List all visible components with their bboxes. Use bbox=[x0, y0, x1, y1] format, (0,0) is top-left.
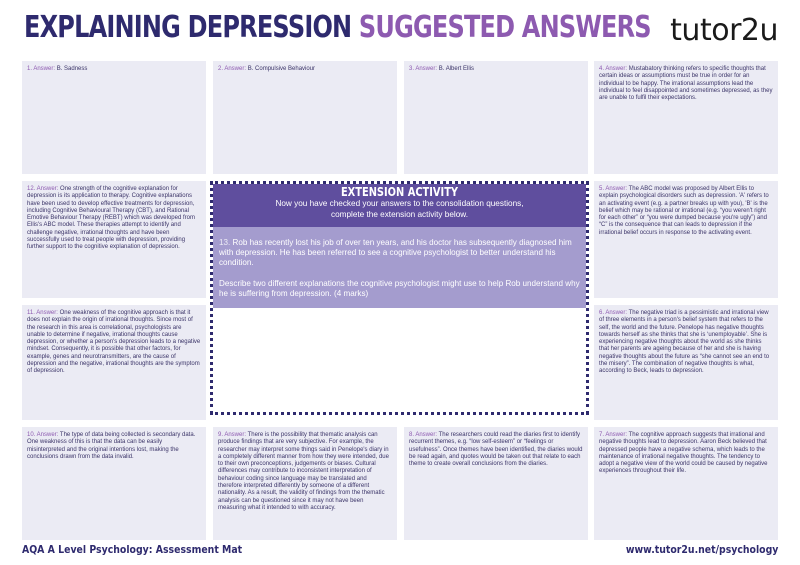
answer-text: The type of data being collected is secondary data. One weakness of this is that the data can be easily misinterpreted and the original intentions lost, making the conclusions drawn from the data invalid. bbox=[27, 432, 196, 460]
answer-cell-1 bbox=[22, 61, 206, 174]
extension-activity-subtitle-1: Now you have checked your answers to the consolidation questions, bbox=[275, 199, 524, 208]
answer-text: B. Sadness bbox=[56, 66, 88, 72]
answer-text: One weakness of the cognitive approach is that it does not explain the origin of irrational thoughts. Since most of the research in this area is correlational, psychologists are unable to determine if negative, irrational thoughts cause depression, or whether a person's depression leads to a negative mindset. Consequently, it is possible that other factors, for example, genes and neurotransmitters, are the cause of depression and the negative, irrational thoughts are the symptom of depression. bbox=[27, 310, 201, 375]
page-title-main: EXPLAINING DEPRESSION bbox=[24, 10, 352, 45]
answer-text: The cognitive approach suggests that irrational and negative thoughts lead to depression. Aaron Beck believed that depressed people have a negative schema, which leads to the maintenance of irrational negative thoughts. The tendency to adopt a negative view of the world could be caused by negative experiences throughout their life. bbox=[599, 432, 768, 475]
page-title bbox=[24, 10, 651, 46]
extension-question bbox=[213, 227, 586, 308]
answer-cell-3 bbox=[404, 61, 588, 174]
answer-cell-12 bbox=[22, 181, 206, 298]
answer-cell-4 bbox=[594, 61, 778, 174]
answer-cell-11 bbox=[22, 305, 206, 420]
answer-label: 1. Answer: bbox=[27, 66, 56, 72]
answer-text: The negative triad is a pessimistic and irrational view of three elements in a person's belief system that refers to the self, the world and the future. Penelope has negative thoughts towards herself as she thinks that she is ‘unemployable’. She is experiencing negative thoughts about the world as she thinks that her parents are ageing because of her and she is having negative thoughts about the future as “she cannot see an end to the misery”. The combination of negative thoughts is what, according to Beck, leads to depression. bbox=[599, 310, 770, 375]
extension-activity-subtitle-2: complete the extension activity below. bbox=[331, 209, 468, 219]
question-text: Rob has recently lost his job of over ten years, and his doctor has subsequently diagnosed him with depression. He has been referred to see a cognitive psychologist to better understand his condition. bbox=[219, 238, 572, 268]
answer-cell-9 bbox=[213, 427, 397, 540]
answer-text: The ABC model was proposed by Albert Ellis to explain psychological disorders such as depression. 'A' refers to an activating event (e.g. a partner breaks up with you), 'B' is the belief which may be rational or irrational (e.g. “you weren't right for each other” or “you were dumped because you're ugly”) and “C” is the consequence that can leads to depression if the irrational belief occurs in response to the activating event. bbox=[599, 186, 769, 236]
answer-label: 6. Answer: bbox=[599, 310, 628, 316]
page-title-accent: SUGGESTED ANSWERS bbox=[358, 10, 651, 45]
extension-activity-panel bbox=[210, 181, 589, 415]
answer-label: 4. Answer: bbox=[599, 66, 628, 72]
answer-label: 3. Answer: bbox=[409, 66, 438, 72]
answer-cell-2 bbox=[213, 61, 397, 174]
answer-text: B. Compulsive Behaviour bbox=[247, 66, 316, 72]
answer-cell-7 bbox=[594, 427, 778, 540]
answer-cell-5 bbox=[594, 181, 778, 298]
answer-cell-8 bbox=[404, 427, 588, 540]
question-scenario bbox=[219, 238, 580, 269]
answer-text: One strength of the cognitive explanation for depression is its application to therapy. Cognitive explanations have been used to develop effective treatments for depression, including Cognitive Behavioural Therapy (CBT), and Rational Emotive Behaviour Therapy (REBT) which was developed from Ellis's ABC model. These therapies attempt to identify and challenge negative, irrational thoughts and have been successfully used to treat people with depression, providing further support to the cognitive explanation of depression. bbox=[27, 186, 195, 251]
question-number: 13. bbox=[219, 238, 231, 247]
answer-label: 11. Answer: bbox=[27, 310, 58, 316]
answer-label: 2. Answer: bbox=[218, 66, 247, 72]
answer-label: 10. Answer: bbox=[27, 432, 59, 438]
answer-text: B. Albert Ellis bbox=[438, 66, 475, 72]
answer-label: 8. Answer: bbox=[409, 432, 438, 438]
answer-text: The researchers could read the diaries first to identify recurrent themes, e.g. “low self-esteem” or “feelings or usefulness”. Once themes have been identified, the diaries would be read again, and quotes would be taken out that relate to each theme to create overall conclusions from the diaries. bbox=[409, 432, 583, 468]
footer-course-title: AQA A Level Psychology: Assessment Mat bbox=[22, 543, 243, 556]
answer-label: 9. Answer: bbox=[218, 432, 247, 438]
tutor2u-logo: tutor2u bbox=[670, 13, 778, 48]
footer-website-link[interactable]: www.tutor2u.net/psychology bbox=[625, 543, 778, 556]
answer-label: 12. Answer: bbox=[27, 186, 59, 192]
answer-cell-6 bbox=[594, 305, 778, 420]
answer-label: 5. Answer: bbox=[599, 186, 628, 192]
extension-activity-title: EXTENSION ACTIVITY bbox=[340, 185, 459, 199]
answer-text: There is the possibility that thematic analysis can produce findings that are very subjective. For example, the researcher may interpret some things said in Penelope's diary in a completely different manner from how they were intended, due to their own preconceptions, judgements or biases. Cultural differences may contribute to inconsistent interpretation of behaviour coding since language may be translated and therefore interpreted differently by someone of a different nationality. As a result, the validity of findings from the thematic analysis can be questioned since it may not have been measuring what it intended to with accuracy. bbox=[218, 432, 389, 511]
answer-cell-10 bbox=[22, 427, 206, 540]
question-task: Describe two different explanations the cognitive psychologist might use to help Rob understand why he is suffering from depression. (4 marks) bbox=[219, 278, 580, 298]
answer-text: Mustabatory thinking refers to specific thoughts that certain ideas or assumptions must be true in order for an individual to be happy. The irrational assumptions lead the individual to feel disappointed and sometimes depressed, as they are unable to fulfil their expectations. bbox=[599, 66, 773, 102]
answer-label: 7. Answer: bbox=[599, 432, 628, 438]
extension-activity-header bbox=[213, 184, 586, 227]
